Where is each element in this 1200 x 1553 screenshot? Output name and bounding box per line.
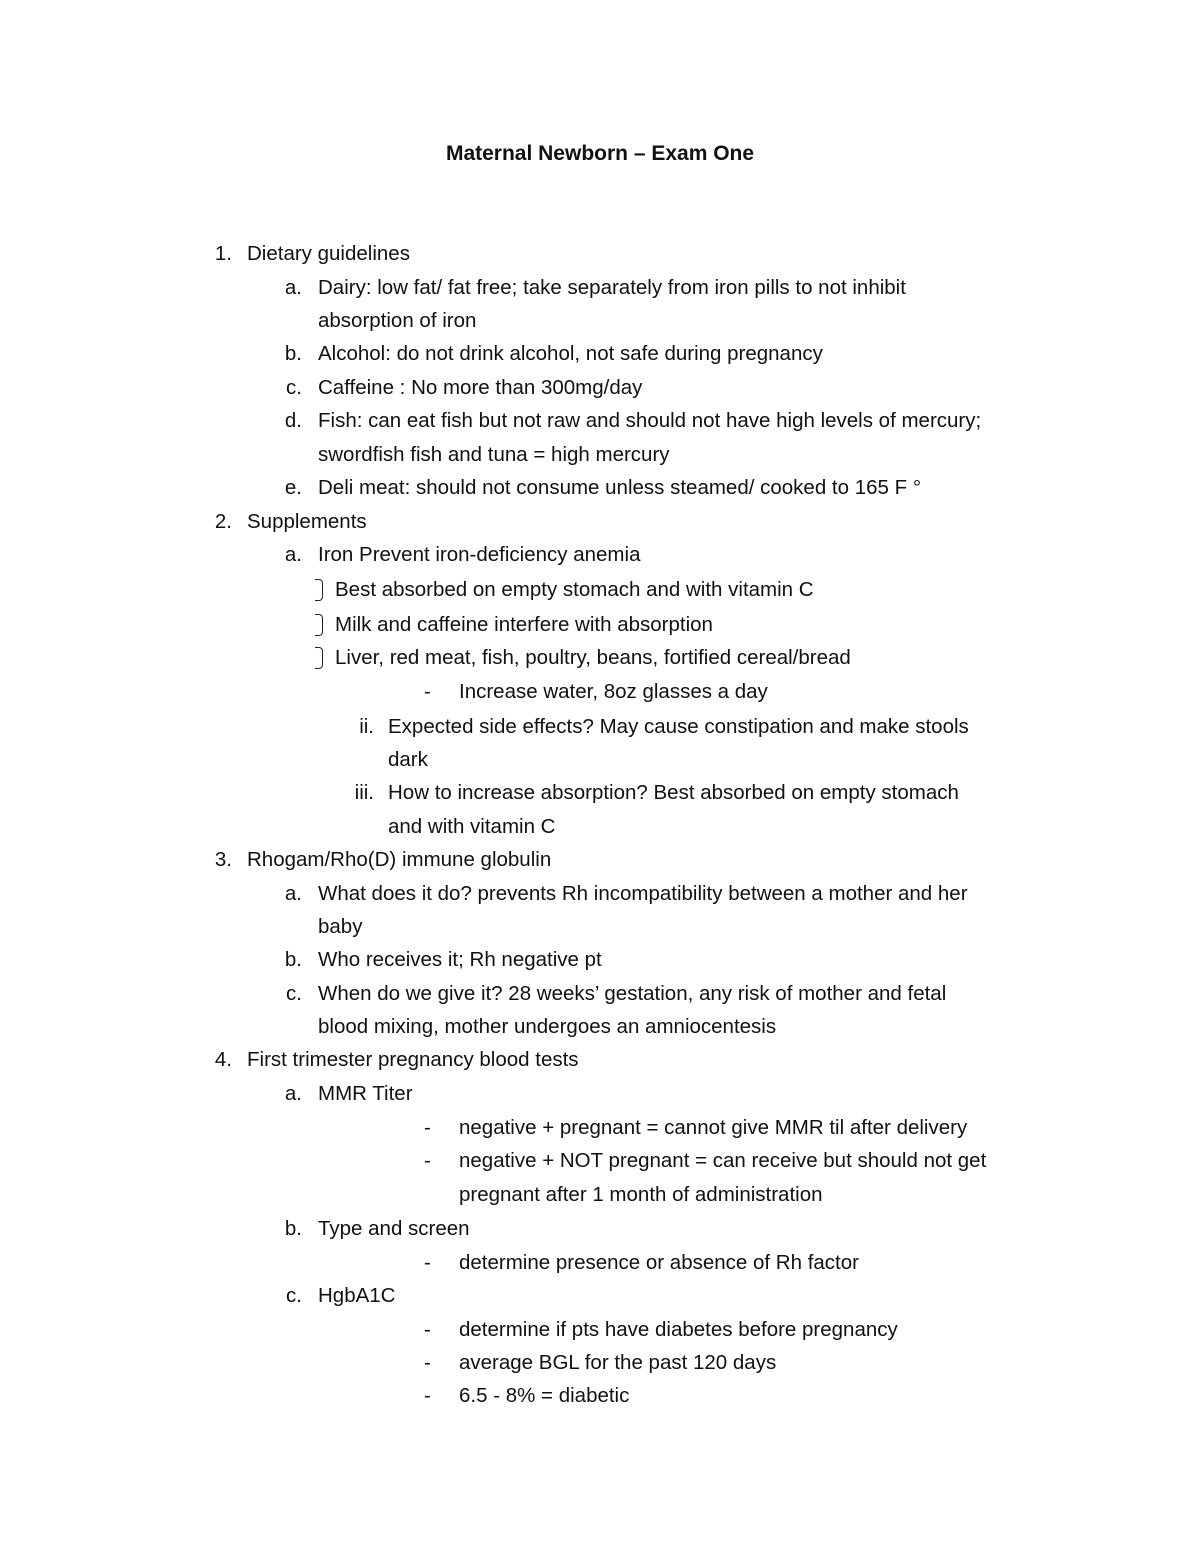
section-heading: Dietary guidelines [247, 242, 410, 265]
roman-text-continued: dark [388, 748, 428, 771]
item-text: Who receives it; Rh negative pt [318, 948, 602, 971]
dash-marker: - [424, 1149, 431, 1172]
item-text: Deli meat: should not consume unless steamed/ cooked to 165 F ° [318, 476, 922, 499]
item-text-continued: blood mixing, mother undergoes an amniocentesis [318, 1015, 777, 1038]
bullet-text: Milk and caffeine interfere with absorption [335, 613, 713, 636]
item-marker: c. [286, 376, 302, 399]
dash-marker: - [424, 1384, 431, 1407]
item-text: Type and screen [318, 1217, 470, 1240]
item-marker: e. [284, 476, 302, 499]
item-text-continued: absorption of iron [318, 309, 477, 332]
bracket-bullet-icon [315, 647, 323, 669]
dash-text: determine if pts have diabetes before pregnancy [459, 1318, 898, 1341]
dash-marker: - [424, 680, 431, 703]
dash-text: negative + NOT pregnant = can receive but should not get [459, 1149, 987, 1172]
bullet-text: Liver, red meat, fish, poultry, beans, fortified cereal/bread [335, 646, 851, 669]
dash-text: Increase water, 8oz glasses a day [459, 680, 768, 703]
dash-marker: - [424, 1351, 431, 1374]
dash-marker: - [424, 1318, 431, 1341]
dash-marker: - [424, 1251, 431, 1274]
item-marker: a. [284, 1082, 302, 1105]
roman-text-continued: and with vitamin C [388, 815, 556, 838]
item-marker: b. [284, 1217, 302, 1240]
section-heading: Supplements [247, 510, 367, 533]
item-text: What does it do? prevents Rh incompatibility between a mother and her [318, 882, 968, 905]
roman-marker: iii. [354, 781, 374, 804]
item-text: HgbA1C [318, 1284, 396, 1307]
item-marker: d. [284, 409, 302, 432]
roman-text: How to increase absorption? Best absorbed on empty stomach [388, 781, 959, 804]
item-marker: b. [284, 948, 302, 971]
item-text: Fish: can eat fish but not raw and should not have high levels of mercury; [318, 409, 982, 432]
item-text: MMR Titer [318, 1082, 413, 1105]
item-text: Alcohol: do not drink alcohol, not safe during pregnancy [318, 342, 823, 365]
section-marker: 3. [214, 848, 232, 871]
item-marker: a. [284, 882, 302, 905]
item-text: When do we give it? 28 weeks’ gestation, any risk of mother and fetal [318, 982, 947, 1005]
section-marker: 1. [214, 242, 232, 265]
item-marker: a. [284, 543, 302, 566]
item-marker: c. [286, 982, 302, 1005]
dash-text-continued: pregnant after 1 month of administration [459, 1183, 823, 1206]
dash-marker: - [424, 1116, 431, 1139]
dash-text: 6.5 - 8% = diabetic [459, 1384, 630, 1407]
item-marker: b. [284, 342, 302, 365]
dash-text: determine presence or absence of Rh factor [459, 1251, 859, 1274]
item-text-continued: swordfish fish and tuna = high mercury [318, 443, 670, 466]
bullet-text: Best absorbed on empty stomach and with vitamin C [335, 578, 814, 601]
page-title: Maternal Newborn – Exam One [445, 142, 755, 165]
item-marker: c. [286, 1284, 302, 1307]
section-marker: 4. [214, 1048, 232, 1071]
item-text: Iron Prevent iron-deficiency anemia [318, 543, 641, 566]
item-text: Caffeine : No more than 300mg/day [318, 376, 643, 399]
roman-marker: ii. [359, 715, 374, 738]
dash-text: negative + pregnant = cannot give MMR til after delivery [459, 1116, 968, 1139]
item-text-continued: baby [318, 915, 363, 938]
section-marker: 2. [214, 510, 232, 533]
section-heading: Rhogam/Rho(D) immune globulin [247, 848, 552, 871]
roman-text: Expected side effects? May cause constipation and make stools [388, 715, 969, 738]
bracket-bullet-icon [315, 579, 323, 601]
bracket-bullet-icon [315, 614, 323, 636]
dash-text: average BGL for the past 120 days [459, 1351, 777, 1374]
item-text: Dairy: low fat/ fat free; take separately from iron pills to not inhibit [318, 276, 906, 299]
item-marker: a. [284, 276, 302, 299]
section-heading: First trimester pregnancy blood tests [247, 1048, 579, 1071]
